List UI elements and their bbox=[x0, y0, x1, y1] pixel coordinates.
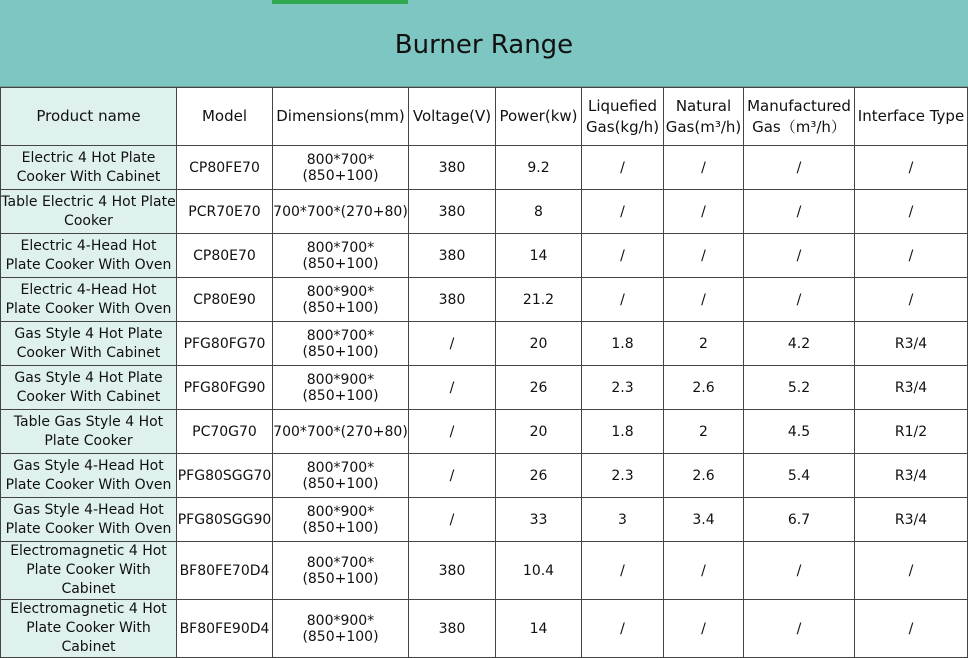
power-cell[interactable]: 20 bbox=[496, 410, 582, 454]
natural-gas-cell[interactable]: / bbox=[664, 234, 744, 278]
voltage-cell[interactable]: / bbox=[409, 322, 496, 366]
header-power[interactable]: Power(kw) bbox=[496, 88, 582, 146]
selected-column-accent bbox=[272, 0, 408, 4]
power-cell[interactable]: 33 bbox=[496, 498, 582, 542]
natural-gas-cell[interactable]: / bbox=[664, 146, 744, 190]
voltage-cell[interactable]: / bbox=[409, 498, 496, 542]
table-row bbox=[1, 454, 968, 498]
interface-type-cell[interactable]: R1/2 bbox=[855, 410, 968, 454]
dimensions-cell[interactable]: 800*900*(850+100) bbox=[273, 498, 409, 542]
table-row bbox=[1, 146, 968, 190]
product-name-cell[interactable]: Table Gas Style 4 Hot Plate Cooker bbox=[1, 410, 177, 454]
model-cell[interactable]: PFG80FG90 bbox=[177, 366, 273, 410]
voltage-cell[interactable]: 380 bbox=[409, 190, 496, 234]
product-name-cell[interactable]: Electric 4-Head Hot Plate Cooker With Oven bbox=[1, 234, 177, 278]
model-cell[interactable]: PCR70E70 bbox=[177, 190, 273, 234]
header-liquefied-gas[interactable]: Liquefied Gas(kg/h) bbox=[582, 88, 664, 146]
power-cell[interactable]: 21.2 bbox=[496, 278, 582, 322]
power-cell[interactable]: 8 bbox=[496, 190, 582, 234]
model-cell[interactable]: PC70G70 bbox=[177, 410, 273, 454]
model-cell[interactable]: PFG80FG70 bbox=[177, 322, 273, 366]
header-natural-gas[interactable]: Natural Gas(m³/h) bbox=[664, 88, 744, 146]
power-cell[interactable]: 14 bbox=[496, 600, 582, 658]
liquefied-gas-cell[interactable]: / bbox=[582, 190, 664, 234]
product-table bbox=[0, 87, 968, 658]
liquefied-gas-cell[interactable]: 1.8 bbox=[582, 410, 664, 454]
table-row bbox=[1, 322, 968, 366]
table-row bbox=[1, 366, 968, 410]
dimensions-cell[interactable]: 800*700*(850+100) bbox=[273, 454, 409, 498]
product-name-cell[interactable]: Electric 4 Hot Plate Cooker With Cabinet bbox=[1, 146, 177, 190]
table-row bbox=[1, 542, 968, 600]
interface-type-cell[interactable]: / bbox=[855, 190, 968, 234]
liquefied-gas-cell[interactable]: / bbox=[582, 146, 664, 190]
voltage-cell[interactable]: 380 bbox=[409, 146, 496, 190]
voltage-cell[interactable]: 380 bbox=[409, 278, 496, 322]
dimensions-cell[interactable]: 800*700*(850+100) bbox=[273, 146, 409, 190]
dimensions-cell[interactable]: 800*900*(850+100) bbox=[273, 600, 409, 658]
natural-gas-cell[interactable]: / bbox=[664, 600, 744, 658]
liquefied-gas-cell[interactable]: 2.3 bbox=[582, 454, 664, 498]
header-model[interactable]: Model bbox=[177, 88, 273, 146]
model-cell[interactable]: CP80E90 bbox=[177, 278, 273, 322]
product-name-cell[interactable]: Electromagnetic 4 Hot Plate Cooker With Cabinet bbox=[1, 600, 177, 658]
model-cell[interactable]: BF80FE70D4 bbox=[177, 542, 273, 600]
natural-gas-cell[interactable]: / bbox=[664, 542, 744, 600]
liquefied-gas-cell[interactable]: 3 bbox=[582, 498, 664, 542]
interface-type-cell[interactable]: / bbox=[855, 146, 968, 190]
model-cell[interactable]: PFG80SGG70 bbox=[177, 454, 273, 498]
dimensions-cell[interactable]: 800*700*(850+100) bbox=[273, 322, 409, 366]
power-cell[interactable]: 20 bbox=[496, 322, 582, 366]
manufactured-gas-cell[interactable]: / bbox=[744, 234, 855, 278]
title-band bbox=[0, 0, 968, 87]
natural-gas-cell[interactable]: / bbox=[664, 190, 744, 234]
product-name-cell[interactable]: Electric 4-Head Hot Plate Cooker With Oven bbox=[1, 278, 177, 322]
product-name-cell[interactable]: Gas Style 4 Hot Plate Cooker With Cabinet bbox=[1, 366, 177, 410]
natural-gas-cell[interactable]: 2.6 bbox=[664, 366, 744, 410]
manufactured-gas-cell[interactable]: / bbox=[744, 278, 855, 322]
dimensions-cell[interactable]: 700*700*(270+80) bbox=[273, 190, 409, 234]
dimensions-cell[interactable]: 800*900*(850+100) bbox=[273, 278, 409, 322]
interface-type-cell[interactable]: / bbox=[855, 234, 968, 278]
product-name-cell[interactable]: Gas Style 4-Head Hot Plate Cooker With Oven bbox=[1, 498, 177, 542]
manufactured-gas-cell[interactable]: 5.4 bbox=[744, 454, 855, 498]
table-row bbox=[1, 190, 968, 234]
interface-type-cell[interactable]: / bbox=[855, 278, 968, 322]
power-cell[interactable]: 26 bbox=[496, 454, 582, 498]
liquefied-gas-cell[interactable]: 1.8 bbox=[582, 322, 664, 366]
liquefied-gas-cell[interactable]: / bbox=[582, 542, 664, 600]
table-row bbox=[1, 278, 968, 322]
dimensions-cell[interactable]: 800*700*(850+100) bbox=[273, 542, 409, 600]
table-row bbox=[1, 234, 968, 278]
table-row bbox=[1, 410, 968, 454]
liquefied-gas-cell[interactable]: / bbox=[582, 234, 664, 278]
table-row bbox=[1, 600, 968, 658]
manufactured-gas-cell[interactable]: 6.7 bbox=[744, 498, 855, 542]
interface-type-cell[interactable]: R3/4 bbox=[855, 454, 968, 498]
sheet-title: Burner Range bbox=[394, 30, 574, 60]
manufactured-gas-cell[interactable]: / bbox=[744, 542, 855, 600]
manufactured-gas-cell[interactable]: / bbox=[744, 146, 855, 190]
model-cell[interactable]: CP80FE70 bbox=[177, 146, 273, 190]
voltage-cell[interactable]: / bbox=[409, 454, 496, 498]
interface-type-cell[interactable]: / bbox=[855, 600, 968, 658]
voltage-cell[interactable]: 380 bbox=[409, 234, 496, 278]
interface-type-cell[interactable]: R3/4 bbox=[855, 366, 968, 410]
product-name-cell[interactable]: Table Electric 4 Hot Plate Cooker bbox=[1, 190, 177, 234]
natural-gas-cell[interactable]: 3.4 bbox=[664, 498, 744, 542]
header-product-name[interactable]: Product name bbox=[1, 88, 177, 146]
interface-type-cell[interactable]: R3/4 bbox=[855, 322, 968, 366]
model-cell[interactable]: CP80E70 bbox=[177, 234, 273, 278]
interface-type-cell[interactable]: / bbox=[855, 542, 968, 600]
manufactured-gas-cell[interactable]: 5.2 bbox=[744, 366, 855, 410]
natural-gas-cell[interactable]: 2.6 bbox=[664, 454, 744, 498]
voltage-cell[interactable]: / bbox=[409, 366, 496, 410]
natural-gas-cell[interactable]: 2 bbox=[664, 322, 744, 366]
voltage-cell[interactable]: 380 bbox=[409, 542, 496, 600]
voltage-cell[interactable]: / bbox=[409, 410, 496, 454]
power-cell[interactable]: 14 bbox=[496, 234, 582, 278]
manufactured-gas-cell[interactable]: 4.2 bbox=[744, 322, 855, 366]
model-cell[interactable]: PFG80SGG90 bbox=[177, 498, 273, 542]
liquefied-gas-cell[interactable]: / bbox=[582, 600, 664, 658]
header-manufactured-gas[interactable]: Manufactured Gas（m³/h） bbox=[744, 88, 855, 146]
header-voltage[interactable]: Voltage(V) bbox=[409, 88, 496, 146]
dimensions-cell[interactable]: 800*900*(850+100) bbox=[273, 366, 409, 410]
dimensions-cell[interactable]: 700*700*(270+80) bbox=[273, 410, 409, 454]
natural-gas-cell[interactable]: 2 bbox=[664, 410, 744, 454]
table-row bbox=[1, 498, 968, 542]
header-dimensions[interactable]: Dimensions(mm) bbox=[273, 88, 409, 146]
header-interface-type[interactable]: Interface Type bbox=[855, 88, 968, 146]
power-cell[interactable]: 9.2 bbox=[496, 146, 582, 190]
product-name-cell[interactable]: Gas Style 4-Head Hot Plate Cooker With Oven bbox=[1, 454, 177, 498]
power-cell[interactable]: 26 bbox=[496, 366, 582, 410]
liquefied-gas-cell[interactable]: 2.3 bbox=[582, 366, 664, 410]
manufactured-gas-cell[interactable]: / bbox=[744, 190, 855, 234]
header-row bbox=[1, 88, 968, 146]
voltage-cell[interactable]: 380 bbox=[409, 600, 496, 658]
liquefied-gas-cell[interactable]: / bbox=[582, 278, 664, 322]
interface-type-cell[interactable]: R3/4 bbox=[855, 498, 968, 542]
product-name-cell[interactable]: Gas Style 4 Hot Plate Cooker With Cabinet bbox=[1, 322, 177, 366]
dimensions-cell[interactable]: 800*700*(850+100) bbox=[273, 234, 409, 278]
model-cell[interactable]: BF80FE90D4 bbox=[177, 600, 273, 658]
manufactured-gas-cell[interactable]: 4.5 bbox=[744, 410, 855, 454]
natural-gas-cell[interactable]: / bbox=[664, 278, 744, 322]
manufactured-gas-cell[interactable]: / bbox=[744, 600, 855, 658]
product-name-cell[interactable]: Electromagnetic 4 Hot Plate Cooker With Cabinet bbox=[1, 542, 177, 600]
power-cell[interactable]: 10.4 bbox=[496, 542, 582, 600]
